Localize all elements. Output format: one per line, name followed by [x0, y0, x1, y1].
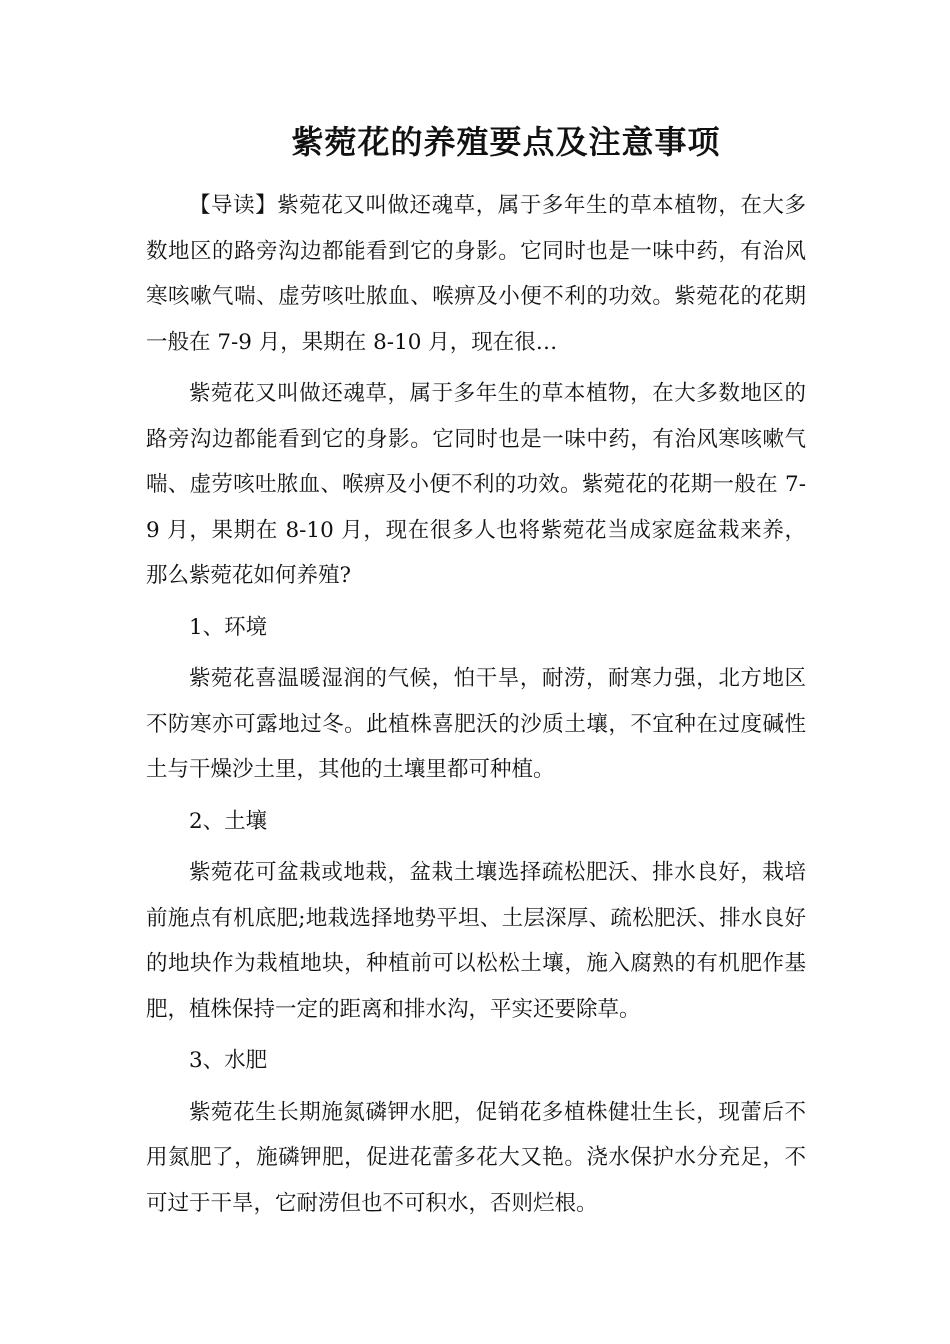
document-title: 紫菀花的养殖要点及注意事项: [291, 123, 721, 161]
section-heading-soil: 2、土壤: [189, 808, 268, 834]
section-text-environment: 紫菀花喜温暖湿润的气候，怕干旱，耐涝，耐寒力强，北方地区不防寒亦可露地过冬。此植株喜肥沃的沙质土壤，不宜种在过度碱性土与干燥沙土里，其他的土壤里都可种植。: [146, 666, 806, 782]
section-text-water-fertilizer: 紫菀花生长期施氮磷钾水肥，促销花多植株健壮生长，现蕾后不用氮肥了，施磷钾肥，促进花蕾多花大又艳。浇水保护水分充足，不可过于干旱，它耐涝但也不可积水，否则烂根。: [146, 1099, 806, 1216]
document-body: [146, 183, 806, 1232]
section-text-soil: 紫菀花可盆栽或地栽，盆栽土壤选择疏松肥沃、排水良好，栽培前施点有机底肥;地栽选择地势平坦、土层深厚、疏松肥沃、排水良好的地块作为栽植地块，种植前可以松松土壤，施入腐熟的有机肥作基肥，植株保持一定的距离和排水沟，平实还要除草。: [146, 860, 806, 1022]
body-paragraph-1: 紫菀花又叫做还魂草，属于多年生的草本植物，在大多数地区的路旁沟边都能看到它的身影。它同时也是一味中药，有治风寒咳嗽气喘、虚劳咳吐脓血、喉痹及小便不利的功效。紫菀花的花期一般在 7-9 月，果期在 8-10 月，现在很多人也将紫菀花当成家庭盆栽来养，那么紫菀花如何养殖?: [146, 381, 806, 588]
intro-paragraph: 【导读】紫菀花又叫做还魂草，属于多年生的草本植物，在大多数地区的路旁沟边都能看到它的身影。它同时也是一味中药，有治风寒咳嗽气喘、虚劳咳吐脓血、喉痹及小便不利的功效。紫菀花的花期一般在 7-9 月，果期在 8-10 月，现在很…: [146, 193, 806, 355]
section-heading-water-fertilizer: 3、水肥: [189, 1048, 268, 1073]
section-heading-environment: 1、环境: [189, 614, 268, 640]
